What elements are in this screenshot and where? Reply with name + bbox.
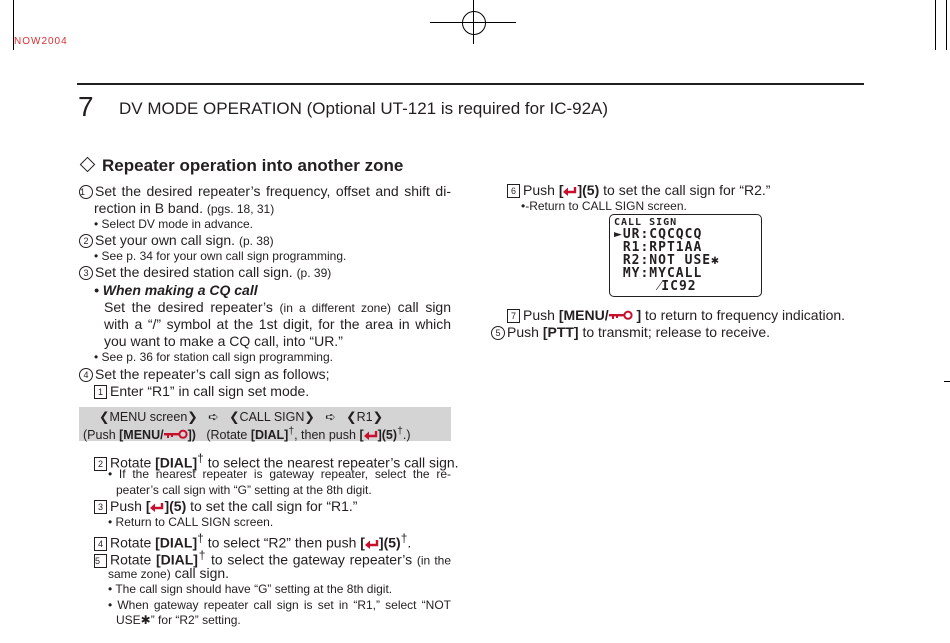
step-marker: 3 bbox=[79, 266, 93, 280]
chapter-number: 7 bbox=[78, 91, 94, 122]
key-label: ](5) bbox=[378, 534, 401, 551]
key-label: [DIAL] bbox=[250, 428, 289, 443]
key-label: ] bbox=[636, 307, 642, 323]
note: • When gateway repeater call sign is set in “R1,” select “NOT bbox=[108, 598, 451, 612]
menu-path-box bbox=[79, 407, 451, 441]
step-text: Rotate bbox=[110, 551, 152, 568]
lcd-r2: R2:NOT USE✱ bbox=[614, 253, 720, 268]
step-text: Enter “R1” in call sign set mode. bbox=[110, 383, 310, 399]
note: • If the nearest repeater is gateway repeater, select the re- bbox=[108, 467, 451, 481]
instr-text: , then push bbox=[294, 428, 360, 443]
step-text: to return to frequency indication. bbox=[645, 307, 846, 323]
page-ref: (pgs. 18, 31) bbox=[206, 202, 275, 216]
step-text: to select “R2” then push bbox=[207, 534, 357, 551]
substep-4: 4 Rotate [DIAL]† to select “R2” then push [ ](5)†. bbox=[94, 530, 411, 552]
substep-marker: 3 bbox=[94, 500, 107, 514]
instr-text: .) bbox=[402, 428, 411, 443]
cq-text-part: Set the desired repeater’s bbox=[104, 299, 273, 315]
step-text: Set the desired repeater’s frequency, offset and shift di- bbox=[95, 183, 451, 199]
cq-text bbox=[104, 299, 451, 317]
header-rule bbox=[77, 83, 864, 85]
menu-path-item: CALL SIGN bbox=[239, 410, 305, 424]
page-ref: (p. 38) bbox=[238, 234, 274, 248]
step-text: to select the gateway repeater’s bbox=[210, 551, 413, 568]
key-label: [DIAL] bbox=[155, 454, 198, 471]
registration-mark bbox=[462, 11, 486, 35]
step-text: Rotate bbox=[110, 534, 152, 551]
step-text: same zone) bbox=[108, 567, 171, 581]
substep-5-cont bbox=[108, 565, 229, 583]
note: •-Return to CALL SIGN screen. bbox=[521, 199, 687, 213]
step-text: Rotate bbox=[110, 454, 152, 471]
dagger: † bbox=[197, 451, 204, 465]
key-icon bbox=[164, 429, 188, 439]
step-text: to set the call sign for “R2.” bbox=[603, 182, 771, 198]
section-heading bbox=[79, 156, 403, 176]
lcd-my: MY:MYCALL bbox=[614, 266, 703, 281]
step-text: Set your own call sign. bbox=[95, 232, 236, 248]
substep-3: 3 Push [ ](5) to set the call sign for “R1.” bbox=[94, 498, 357, 515]
dagger: † bbox=[288, 426, 295, 437]
lcd-header: CALL SIGN bbox=[614, 217, 678, 228]
step-text: Set the desired station call sign. bbox=[95, 264, 293, 280]
cq-heading: • When making a CQ call bbox=[94, 282, 258, 298]
step-text: call sign. bbox=[174, 565, 230, 581]
enter-key-icon bbox=[150, 502, 164, 512]
step-text: (in the bbox=[416, 553, 452, 568]
step-text: to set the call sign for “R1.” bbox=[190, 498, 358, 514]
dagger: † bbox=[197, 531, 204, 545]
step-marker: 1 bbox=[79, 185, 93, 199]
step-text: Push bbox=[110, 498, 142, 514]
dagger: † bbox=[400, 531, 408, 545]
step-3 bbox=[79, 264, 331, 282]
substep-7 bbox=[507, 307, 845, 324]
note: • See p. 36 for station call sign programming. bbox=[94, 350, 333, 364]
key-label: ](5) bbox=[577, 182, 600, 198]
menu-path-item: R1 bbox=[356, 410, 373, 424]
step-5 bbox=[491, 324, 770, 341]
step-text: rection in B band. bbox=[94, 200, 203, 216]
enter-key-icon bbox=[364, 430, 378, 440]
key-label: [DIAL] bbox=[155, 551, 198, 568]
substep-marker: 5 bbox=[94, 554, 107, 568]
substep-marker: 2 bbox=[94, 457, 107, 471]
note: • Select DV mode in advance. bbox=[94, 217, 253, 231]
slug-text: NOW2004 bbox=[14, 36, 68, 47]
note: USE✱” for “R2” setting. bbox=[116, 613, 241, 627]
substep-marker: 4 bbox=[94, 537, 107, 551]
key-label: [DIAL] bbox=[155, 534, 198, 551]
chapter-title: DV MODE OPERATION (Optional UT-121 is required for IC-92A) bbox=[119, 99, 609, 118]
lcd-display bbox=[609, 214, 762, 297]
dagger: † bbox=[397, 426, 403, 437]
instr-text: (Rotate bbox=[206, 428, 251, 443]
diamond-icon bbox=[80, 157, 96, 173]
crop-mark bbox=[935, 0, 936, 50]
lcd-ur: ►UR:CQCQCQ bbox=[614, 227, 703, 242]
step-text: Push bbox=[507, 324, 539, 340]
note: • See p. 34 for your own call sign programming. bbox=[94, 249, 347, 263]
section-heading-text: Repeater operation into another zone bbox=[102, 156, 404, 175]
key-label: [MENU/ bbox=[558, 307, 609, 323]
step-text: to select the nearest repeater’s call sign. bbox=[207, 454, 459, 471]
cq-text: with a “/” symbol at the 1st digit, for the area in which bbox=[104, 316, 451, 332]
step-2 bbox=[79, 232, 274, 250]
step-text: to transmit; release to receive. bbox=[582, 324, 770, 340]
menu-path-instructions: (Push [MENU/ ]) (Rotate [DIAL]†, then push [ ](5)†.) bbox=[83, 426, 411, 443]
substep-marker: 1 bbox=[94, 385, 107, 399]
cq-text-part: (in a different zone) bbox=[279, 301, 391, 315]
instr-text: (Push bbox=[83, 428, 120, 443]
menu-path: ❮MENU screen❯ ➪ ❮CALL SIGN❯ ➪ ❮R1❯ bbox=[99, 410, 384, 424]
enter-key-icon bbox=[563, 186, 577, 196]
step-4 bbox=[79, 366, 330, 383]
note: peater’s call sign with “G” setting at the 8th digit. bbox=[116, 483, 372, 497]
key-icon bbox=[609, 310, 633, 320]
page-ref: (p. 39) bbox=[296, 266, 332, 280]
crop-mark bbox=[946, 0, 947, 50]
key-label: ]) bbox=[187, 428, 196, 443]
cq-text: you want to make a CQ call, into “UR.” bbox=[104, 333, 343, 349]
note: • The call sign should have “G” setting at the 8th digit. bbox=[108, 582, 393, 596]
step-marker: 4 bbox=[79, 368, 93, 382]
substep-marker: 6 bbox=[507, 184, 520, 198]
step-1-cont bbox=[94, 200, 274, 218]
step-text: Set the repeater’s call sign as follows; bbox=[95, 366, 330, 382]
step-text: Push bbox=[523, 182, 555, 198]
step-1 bbox=[79, 183, 451, 200]
key-label: ](5) bbox=[377, 428, 398, 443]
key-label: [PTT] bbox=[542, 324, 579, 340]
lcd-my-ext: ⁄IC92 bbox=[614, 279, 697, 294]
step-marker: 2 bbox=[79, 234, 93, 248]
menu-path-item: MENU screen bbox=[109, 410, 188, 424]
substep-6: 6 Push [ ](5) to set the call sign for “R2.” bbox=[507, 182, 770, 199]
dagger: † bbox=[197, 548, 207, 562]
crop-mark bbox=[944, 381, 950, 382]
cq-text-part: call sign bbox=[397, 299, 451, 315]
step-marker: 5 bbox=[491, 326, 505, 340]
key-label: [MENU/ bbox=[119, 428, 164, 443]
key-label: ](5) bbox=[164, 498, 187, 514]
substep-1 bbox=[94, 383, 309, 400]
lcd-r1: R1:RPT1AA bbox=[614, 240, 703, 255]
substep-marker: 7 bbox=[507, 309, 520, 323]
note: • Return to CALL SIGN screen. bbox=[108, 515, 274, 529]
step-text: Push bbox=[523, 307, 555, 323]
